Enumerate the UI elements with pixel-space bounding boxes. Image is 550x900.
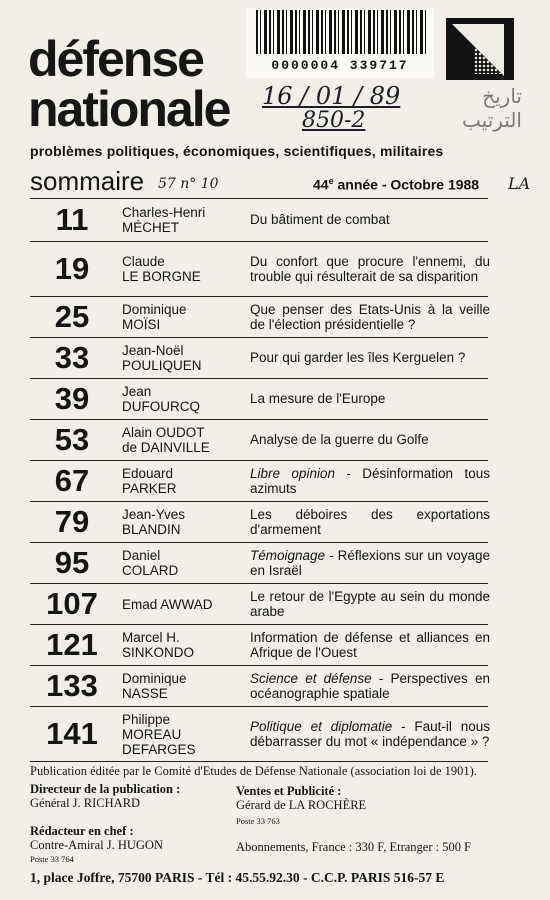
toc-title-text: Le retour de l'Egypte au sein du monde arabe — [250, 588, 490, 619]
toc-author-line: Dominique — [122, 671, 187, 686]
toc-row — [30, 461, 488, 502]
toc-author-line: Philippe — [122, 711, 171, 727]
toc-author-line: Jean-Noël — [122, 343, 184, 358]
toc-author-line: SINKONDO — [122, 645, 195, 660]
toc-author-line: COLARD — [122, 563, 179, 578]
directeur-label: Directeur de la publication : — [30, 782, 181, 796]
toc-title-text: - Perspectives en océanographie spatiale — [250, 670, 490, 701]
toc-author — [122, 297, 244, 337]
toc-author — [122, 543, 244, 583]
toc-title — [250, 625, 490, 665]
toc-author-line: Claude — [122, 254, 165, 269]
toc-author-line: DEFARGES — [122, 741, 196, 757]
toc-page-number: 11 — [55, 202, 89, 237]
toc-author-line: Marcel H. — [122, 630, 180, 645]
redacteur-name: Contre-Amiral J. HUGON — [30, 838, 163, 852]
toc-page-number: 133 — [46, 668, 98, 703]
toc-author — [122, 584, 244, 624]
toc-title — [250, 199, 490, 241]
redacteur-poste: Poste 33 764 — [30, 854, 74, 864]
toc-author-line: Jean-Yves — [122, 507, 186, 522]
toc-author — [122, 379, 244, 419]
toc-title-text: Les déboires des exportations d'armement — [250, 506, 490, 537]
toc-author — [122, 625, 244, 665]
toc-row — [30, 502, 488, 543]
ventes-label: Ventes et Publicité : — [236, 784, 342, 798]
toc-title-text: Que penser des Etats-Unis à la veille de l'élection présidentielle ? — [250, 301, 490, 332]
toc-author — [122, 242, 244, 296]
toc-author-line: Emad AWWAD — [122, 596, 213, 612]
handwritten-corner-note: LA — [508, 174, 531, 193]
barcode-number: 0000004 339717 — [271, 58, 409, 73]
toc-author-line: MOÏSI — [122, 317, 161, 332]
directeur-name: Général J. RICHARD — [30, 796, 141, 810]
toc-title — [250, 543, 490, 583]
toc-author-line: BLANDIN — [122, 522, 181, 537]
toc-row — [30, 420, 488, 461]
toc-title — [250, 379, 490, 419]
toc-author-line: de DAINVILLE — [122, 440, 210, 455]
toc-author-line: Edouard — [122, 466, 174, 481]
toc-author-line: Daniel — [122, 548, 161, 563]
toc-row — [30, 199, 488, 242]
toc-page-number: 19 — [54, 251, 90, 286]
table-of-contents — [30, 198, 488, 762]
toc-author — [122, 461, 244, 501]
toc-row — [30, 338, 488, 379]
toc-author — [122, 666, 244, 706]
toc-title — [250, 502, 490, 542]
toc-author-line: Alain OUDOT — [122, 425, 205, 440]
toc-author — [122, 338, 244, 378]
toc-page-number: 95 — [54, 545, 90, 580]
masthead-line-1: défense — [28, 31, 203, 87]
toc-author-line: Dominique — [122, 302, 187, 317]
redacteur-label: Rédacteur en chef : — [30, 824, 134, 838]
toc-row — [30, 297, 488, 338]
toc-title — [250, 707, 490, 761]
toc-title-rubric: Science et défense — [250, 670, 372, 686]
publisher-logo-icon — [446, 18, 514, 80]
ventes-poste: Poste 33 763 — [236, 816, 280, 826]
toc-title-text: - Réflexions sur un voyage en Israël — [250, 547, 490, 578]
arabic-stamp: تاريخ الترتيب — [462, 84, 522, 132]
toc-page-number: 107 — [46, 586, 98, 621]
toc-author — [122, 199, 244, 241]
toc-title — [250, 584, 490, 624]
toc-page-number: 121 — [46, 627, 98, 662]
toc-page-number: 79 — [54, 504, 90, 539]
toc-title-text: Du bâtiment de combat — [250, 212, 390, 228]
handwritten-date: 16 / 01 / 89 — [262, 82, 401, 110]
abonnements: Abonnements, France : 330 F, Etranger : 500 F — [236, 840, 472, 854]
toc-row — [30, 543, 488, 584]
toc-page-number: 39 — [54, 381, 90, 416]
toc-page-number: 67 — [54, 463, 90, 498]
toc-title — [250, 461, 490, 501]
sommaire-heading: sommaire — [30, 166, 145, 196]
toc-row — [30, 666, 488, 707]
barcode-label — [246, 8, 434, 78]
toc-title-text: - Désinformation tous azimuts — [250, 465, 490, 496]
barcode-icon — [256, 10, 426, 54]
toc-page-number: 25 — [54, 299, 90, 334]
toc-row — [30, 242, 488, 297]
toc-title — [250, 420, 490, 460]
tagline: problèmes politiques, économiques, scientifiques, militaires — [30, 143, 444, 159]
toc-author-line: Jean — [122, 384, 152, 399]
toc-author-line: MOREAU — [122, 726, 182, 742]
toc-title — [250, 297, 490, 337]
toc-author-line: DUFOURCQ — [122, 399, 200, 414]
toc-title — [250, 666, 490, 706]
toc-row — [30, 379, 488, 420]
toc-row — [30, 625, 488, 666]
toc-title-rubric: Libre opinion — [250, 465, 335, 481]
toc-author-line: PARKER — [122, 481, 177, 496]
toc-author — [122, 502, 244, 542]
handwritten-issue-note: 57 n° 10 — [158, 176, 219, 192]
toc-title-text: Du confort que procure l'ennemi, du trouble qui résulterait de sa disparition — [250, 253, 490, 284]
contact-address: 1, place Joffre, 75700 PARIS - Tél : 45.55.92.30 - C.C.P. PARIS 516-57 E — [30, 870, 445, 885]
toc-title-rubric: Politique et diplomatie — [250, 718, 393, 734]
toc-title-text: Pour qui garder les îles Kerguelen ? — [250, 350, 466, 366]
toc-author-line: LE BORGNE — [122, 269, 201, 284]
handwritten-code: 850-2 — [302, 108, 366, 133]
toc-author — [122, 707, 244, 761]
toc-title-rubric: Témoignage — [250, 547, 326, 563]
toc-row — [30, 584, 488, 625]
toc-author-line: POULIQUEN — [122, 358, 202, 373]
toc-row — [30, 707, 488, 762]
toc-author-line: MÉCHET — [122, 220, 179, 235]
toc-page-number: 33 — [54, 340, 90, 375]
toc-title-text: - Faut-il nous débarrasser du mot « indépendance » ? — [250, 718, 490, 749]
publication-note: Publication éditée par le Comité d'Etudes de Défense Nationale (association loi de 1901). — [30, 764, 477, 778]
toc-page-number: 141 — [46, 716, 98, 751]
toc-title-text: Information de défense et alliances en Afrique de l'Ouest — [250, 629, 490, 660]
masthead-line-2: nationale — [28, 81, 230, 137]
toc-title — [250, 242, 490, 296]
toc-author — [122, 420, 244, 460]
toc-author-line: NASSE — [122, 686, 168, 701]
toc-title-text: Analyse de la guerre du Golfe — [250, 432, 429, 448]
issue-date: 44e année - Octobre 1988 — [313, 176, 480, 193]
toc-author-line: Charles-Henri — [122, 205, 206, 220]
toc-page-number: 53 — [54, 422, 90, 457]
toc-title — [250, 338, 490, 378]
toc-title-text: La mesure de l'Europe — [250, 391, 386, 407]
ventes-name: Gérard de LA ROCHÈRE — [236, 798, 367, 812]
